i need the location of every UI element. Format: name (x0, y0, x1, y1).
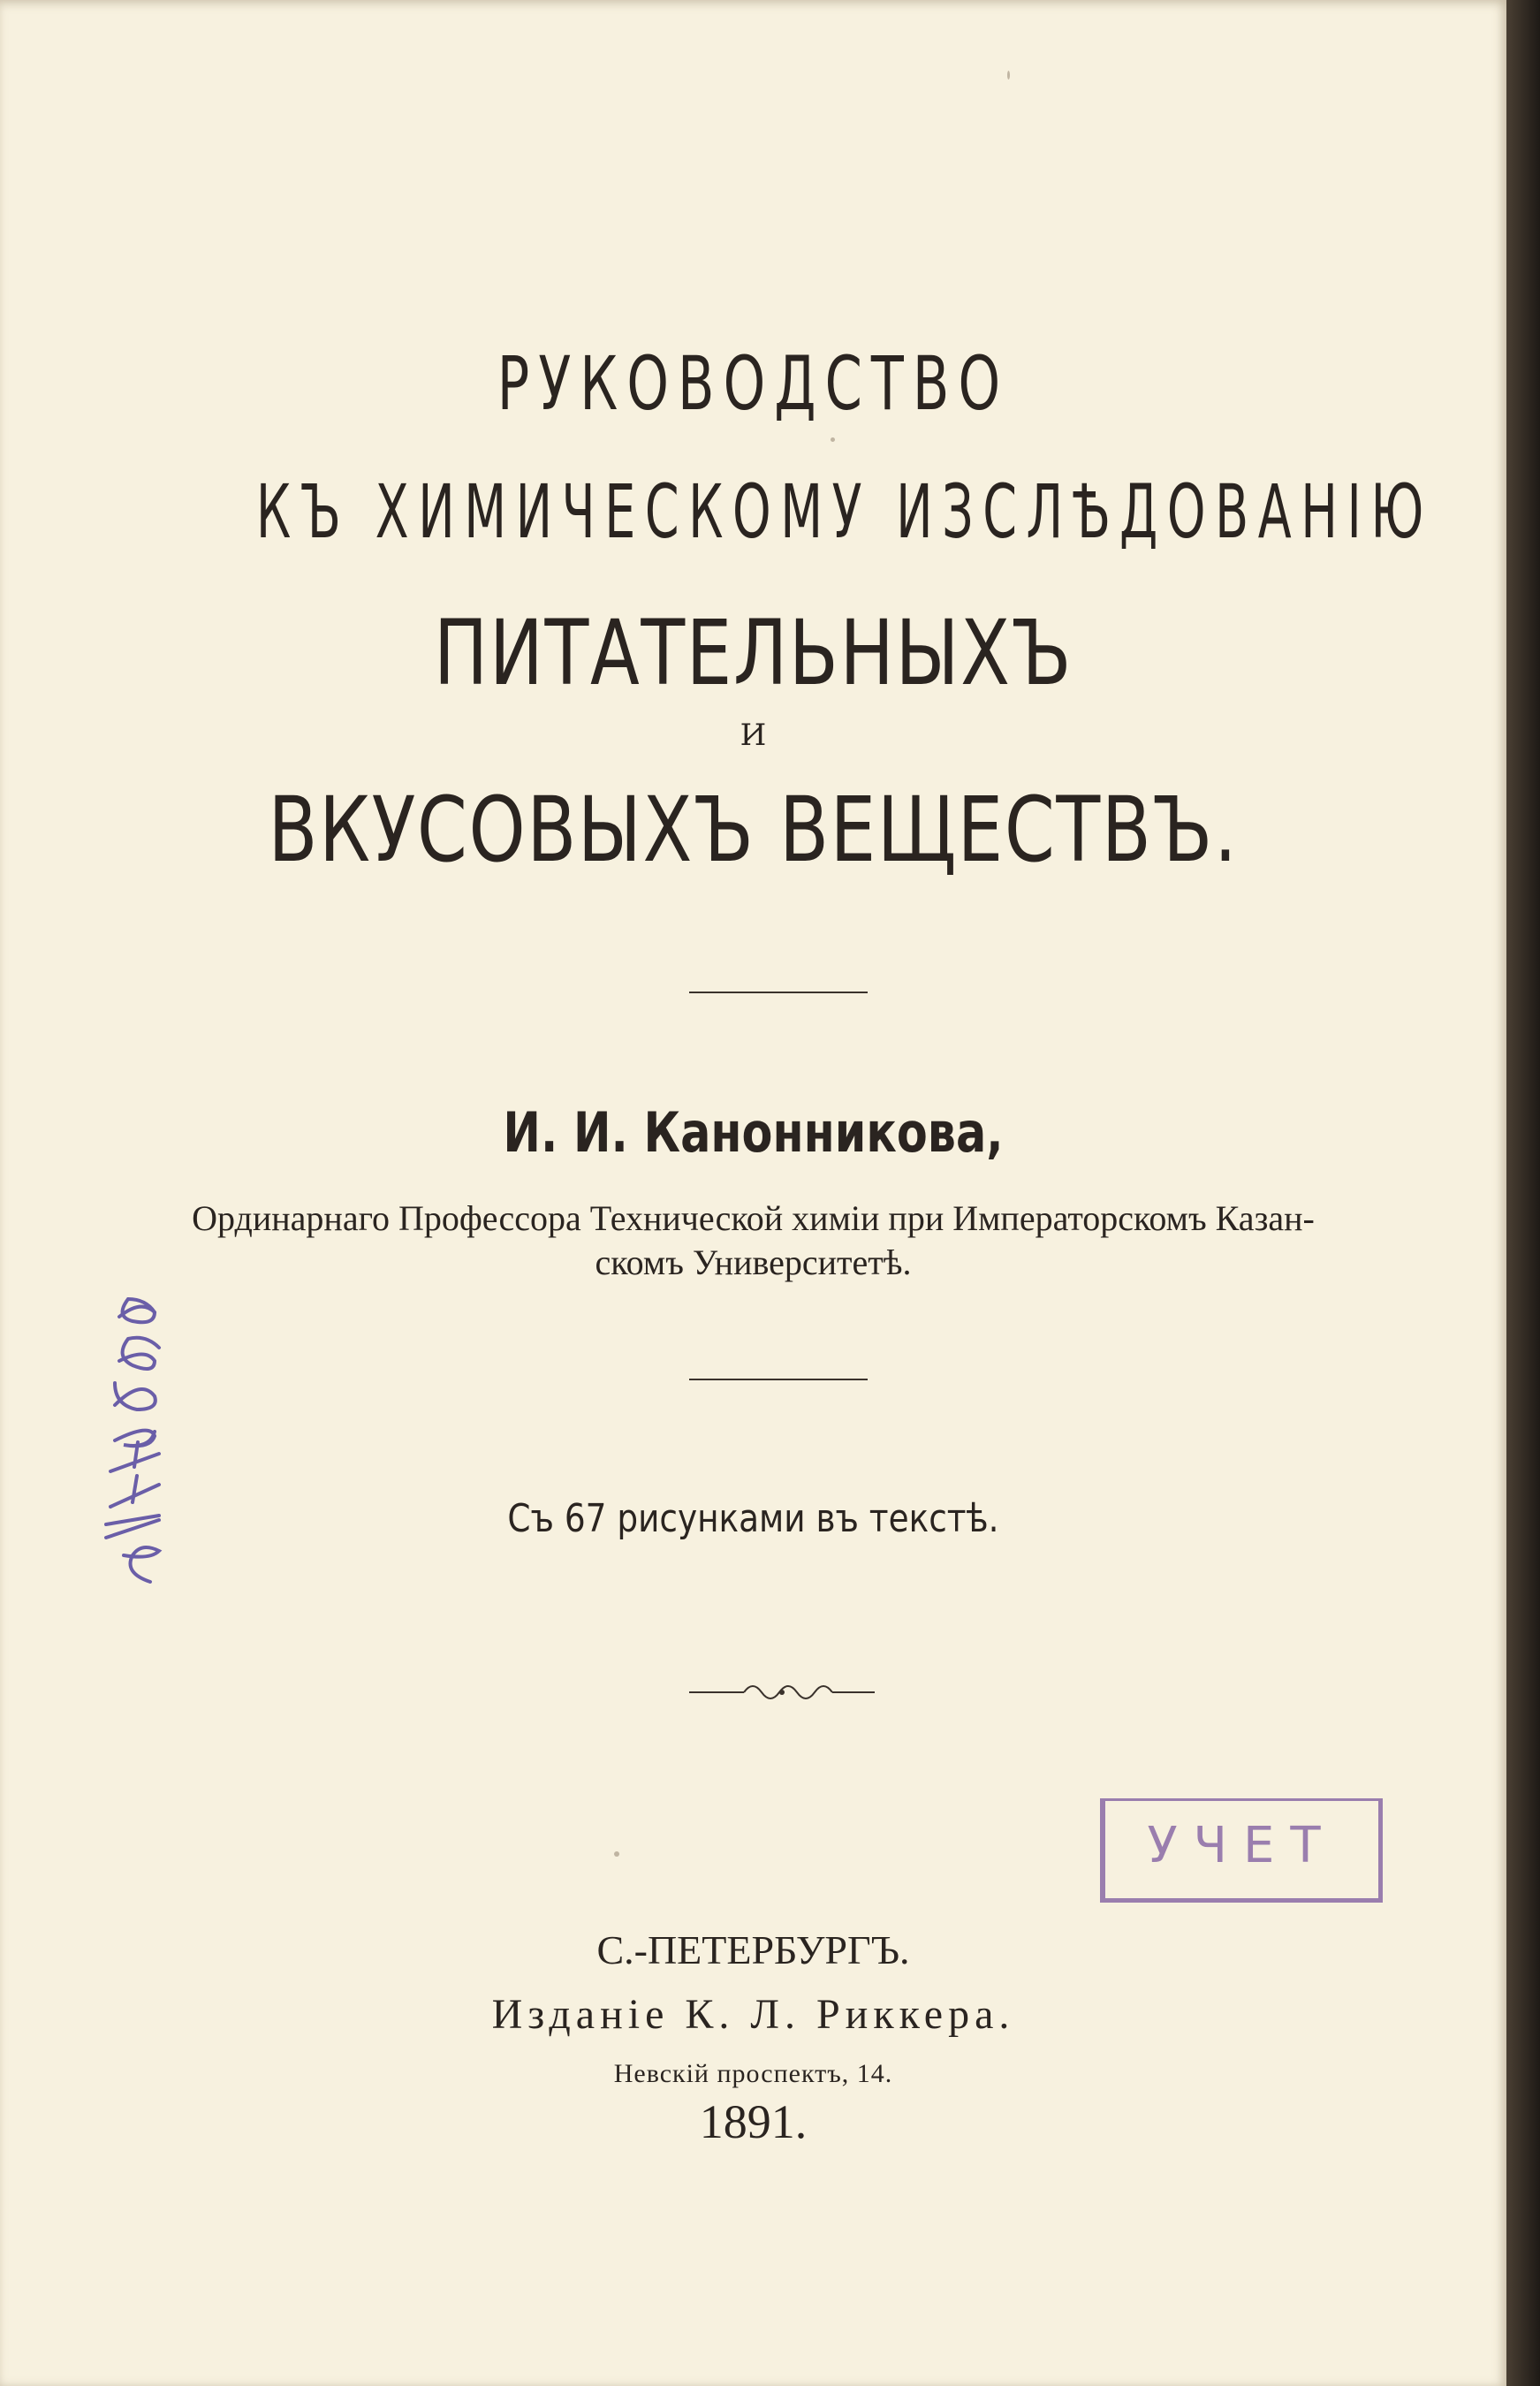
paper-speck (1007, 71, 1010, 80)
ornament-flourish (689, 1675, 875, 1710)
divider-rule (689, 1379, 868, 1380)
title-line-4: ВКУСОВЫХЪ ВЕЩЕСТВЪ. (268, 778, 1239, 883)
imprint-city: С.-ПЕТЕРБУРГЪ. (596, 1927, 910, 1972)
page-edge-shadow (1506, 0, 1540, 2386)
stamp-text: УЧЕТ (1147, 1817, 1337, 1874)
divider-rule (689, 992, 868, 993)
title-line-1: РУКОВОДСТВО (497, 340, 1010, 427)
author-affiliation-line-1: Ординарнаго Профессора Технической химіи при Императорскомъ Казан- (192, 1198, 1315, 1238)
paper-speck (614, 1851, 619, 1857)
imprint-publisher: Изданіе К. Л. Риккера. (491, 1991, 1015, 2038)
author-name: И. И. Канонникова, (503, 1100, 1004, 1165)
imprint-address: Невскій проспектъ, 14. (613, 2059, 893, 2088)
imprint-year: 1891. (699, 2095, 808, 2148)
title-line-3: ПИТАТЕЛЬНЫХЪ (433, 601, 1073, 706)
title-line-2: КЪ ХИМИЧЕСКОМУ ИЗСЛѢДОВАНІЮ (255, 468, 1433, 555)
paper-speck (831, 437, 835, 442)
illustrations-note: Съ 67 рисунками въ текстѣ. (507, 1496, 999, 1541)
accounting-stamp (1100, 1798, 1383, 1903)
title-conjunction: И (740, 718, 767, 753)
author-affiliation-line-2: скомъ Университетѣ. (595, 1242, 912, 1282)
handwritten-inventory-number (80, 1273, 177, 1591)
